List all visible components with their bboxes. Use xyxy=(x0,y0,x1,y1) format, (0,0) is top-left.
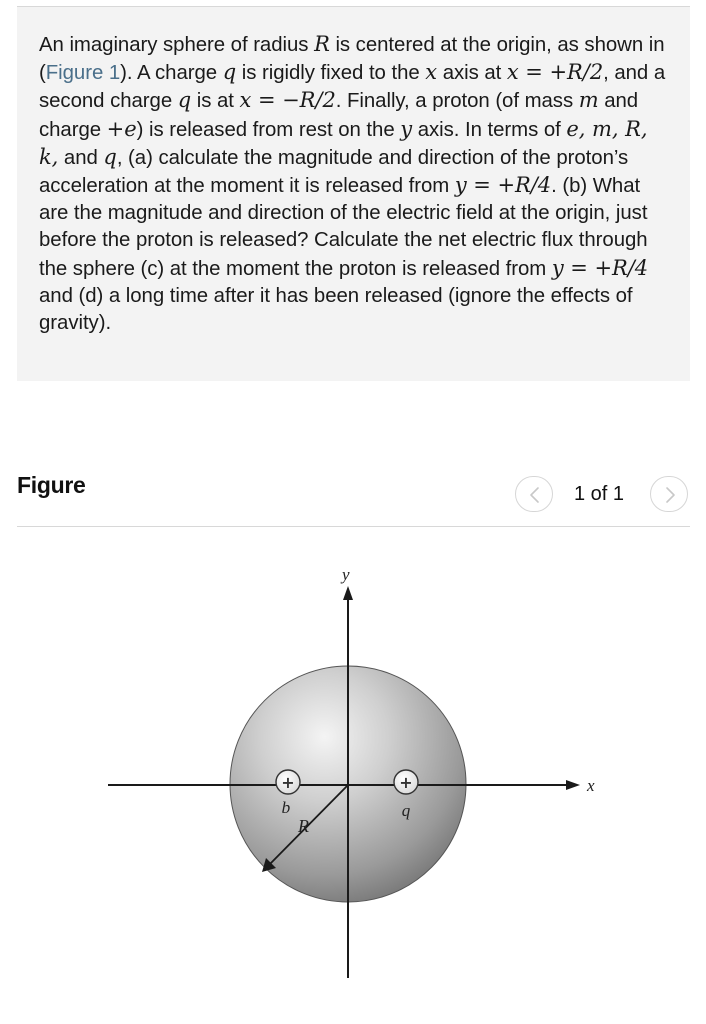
y-axis-arrowhead xyxy=(343,586,353,600)
figure-header xyxy=(17,470,690,514)
var-x: x xyxy=(425,60,438,85)
var-R: R xyxy=(314,32,330,56)
next-figure-button[interactable] xyxy=(650,476,688,512)
equation-plus-e: +e xyxy=(106,116,137,141)
radius-label: R xyxy=(298,816,309,836)
variable-list: e, m, R, k, xyxy=(39,116,648,169)
var-y: y xyxy=(400,116,413,141)
figure-divider xyxy=(17,526,690,527)
charge-left-sign: + xyxy=(281,773,295,792)
sphere-charges-figure xyxy=(0,530,706,990)
figure-title: Figure xyxy=(17,472,86,498)
x-axis-arrowhead xyxy=(566,780,580,790)
previous-figure-button[interactable] xyxy=(515,476,553,512)
x-axis-label: x xyxy=(587,776,595,795)
charge-right-label: q xyxy=(401,801,411,820)
var-q: q xyxy=(222,60,237,85)
equation-y-quarter-r: y = +R/4 xyxy=(454,173,552,198)
var-q: q xyxy=(103,144,117,169)
charge-right-sign: + xyxy=(399,773,413,792)
equation-x-plus-half-r: x = +R/2 xyxy=(506,60,604,85)
charge-left-label: q xyxy=(281,801,291,820)
figure-link[interactable]: Figure 1 xyxy=(45,62,121,85)
y-axis-label: y xyxy=(342,565,350,584)
problem-text: An imaginary sphere of radius R is centered at the origin, as shown in (Figure 1). A charge q is rigidly fixed to the x axis at x = +R/2, and a second charge q is at x = −R/2. Finally, a proton (of mass m and charge +e) is released from rest on the y axis. In terms of e, m, R, k, and q, (a) calculate the magnitude and direction of the proton’s acceleration at the moment it is released from y = +R/4. (b) What are the magnitude and direction of the electric field at the origin, just before the proton is released? Calculate the net electric flux through the sphere (c) at the moment the proton is released from y = +R/4 and (d) a long time after it has been released (ignore the effects of gravity). xyxy=(39,32,666,335)
chevron-left-icon xyxy=(516,477,554,513)
var-q: q xyxy=(177,88,192,113)
problem-statement xyxy=(17,7,690,381)
equation-x-minus-half-r: x = −R/2 xyxy=(239,88,336,113)
page-indicator: 1 of 1 xyxy=(574,483,625,505)
chevron-right-icon xyxy=(651,477,689,513)
equation-y-quarter-r: y = +R/4 xyxy=(551,255,649,280)
var-m: m xyxy=(578,88,599,113)
